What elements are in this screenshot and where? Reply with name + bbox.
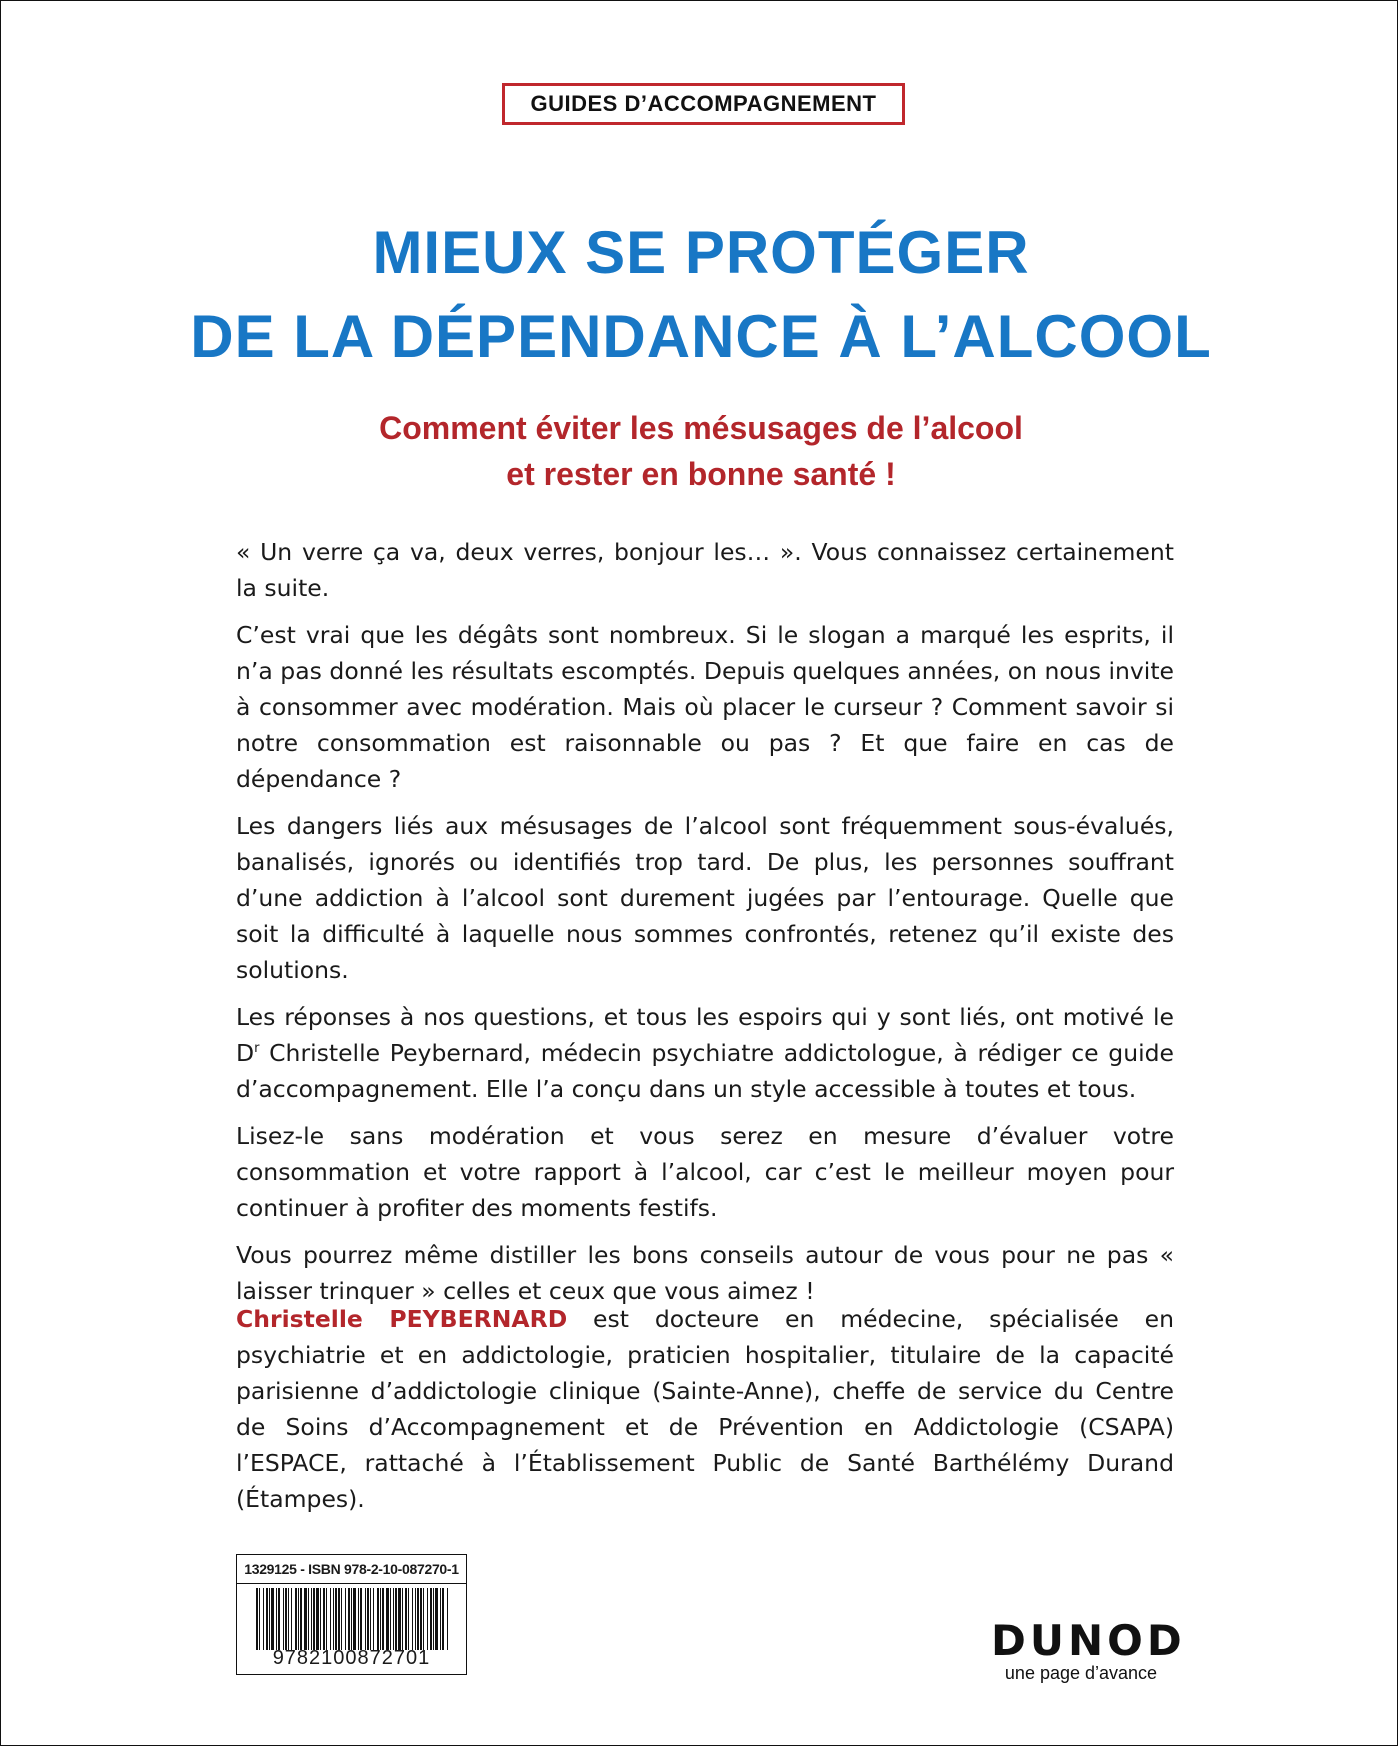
publisher-name: DUNOD [991, 1616, 1186, 1665]
book-title [1, 211, 1400, 379]
barcode-block [236, 1554, 467, 1675]
publisher-logo [991, 1616, 1186, 1683]
barcode-icon [252, 1588, 452, 1650]
subtitle-line-2: et rester en bonne santé ! [506, 456, 896, 492]
blurb [236, 534, 1174, 1320]
publisher-tagline: une page d’avance [1004, 1663, 1158, 1683]
author-bio-text: est docteure en médecine, spécialisée en psychiatrie et en addictologie, praticien hospitalier, titulaire de la capacité parisienne d’addictologie clinique (Sainte-Anne), cheffe de service du Centre de Soins d’Accompagnement et de Prévention en Addictologie (CSAPA) l’ESPACE, rattaché à l’Établissement Public de Santé Barthélémy Durand (Étampes). [236, 1305, 1174, 1513]
isbn-line: 1329125 - ISBN 978-2-10-087270-1 [237, 1555, 466, 1584]
subtitle-line-1: Comment éviter les mésusages de l’alcool [379, 410, 1023, 446]
title-line-1: MIEUX SE PROTÉGER [372, 219, 1030, 286]
author-bio [236, 1301, 1174, 1517]
blurb-paragraph-4-start: Les réponses à nos questions, et tous les espoirs qui y sont liés, ont motivé le D [236, 1003, 1174, 1067]
blurb-paragraph-4-end: Christelle Peybernard, médecin psychiatre addictologue, à rédiger ce guide d’accompagnement. Elle l’a conçu dans un style accessible à toutes et tous. [236, 1039, 1174, 1103]
blurb-paragraph-1: « Un verre ça va, deux verres, bonjour les… ». Vous connaissez certainement la suite. [236, 538, 1174, 602]
book-subtitle [1, 405, 1400, 497]
doctor-abbrev-superscript: r [254, 1041, 260, 1057]
ean-digits: 9782100872701 [272, 1647, 431, 1669]
blurb-paragraph-4 [236, 999, 1174, 1107]
series-label: GUIDES D’ACCOMPAGNEMENT [502, 83, 905, 125]
title-line-2: DE LA DÉPENDANCE À L’ALCOOL [190, 303, 1212, 370]
author-name: Christelle PEYBERNARD [236, 1305, 568, 1333]
blurb-paragraph-3: Les dangers liés aux mésusages de l’alcool sont fréquemment sous-évalués, banalisés, ignorés ou identifiés trop tard. De plus, les personnes souffrant d’une addiction à l’alcool sont durement jugées par l’entourage. Quelle que soit la difficulté à laquelle nous sommes confrontés, retenez qu’il existe des solutions. [236, 812, 1174, 984]
blurb-paragraph-2: C’est vrai que les dégâts sont nombreux. Si le slogan a marqué les esprits, il n’a pas donné les résultats escomptés. Depuis quelques années, on nous invite à consommer avec modération. Mais où placer le curseur ? Comment savoir si notre consommation est raisonnable ou pas ? Et que faire en cas de dépendance ? [236, 621, 1174, 793]
blurb-paragraph-5: Lisez-le sans modération et vous serez en mesure d’évaluer votre consommation et votre rapport à l’alcool, car c’est le meilleur moyen pour continuer à profiter des moments festifs. [236, 1122, 1174, 1222]
blurb-paragraph-6: Vous pourrez même distiller les bons conseils autour de vous pour ne pas « laisser trinquer » celles et ceux que vous aimez ! [236, 1241, 1174, 1305]
